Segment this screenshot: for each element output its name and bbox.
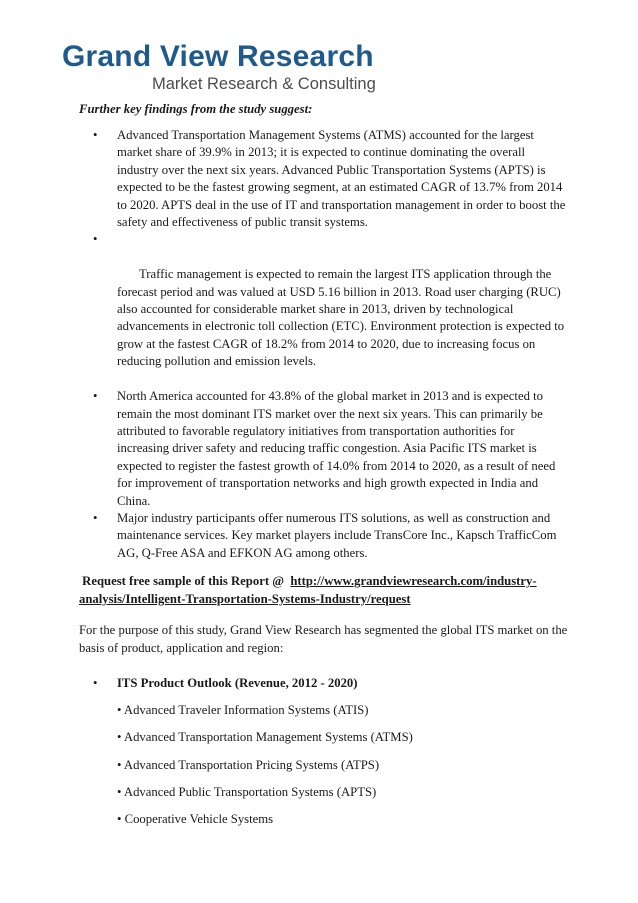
segment-item: • Cooperative Vehicle Systems	[117, 811, 274, 826]
finding-item	[79, 231, 569, 388]
request-sample-link[interactable]: http://www.grandviewresearch.com/industry-analysis/Intelligent-Transportation-Systems-Industry/request	[79, 574, 537, 607]
outlook-title: ITS Product Outlook (Revenue, 2012 - 2020)	[117, 676, 358, 691]
finding-item	[79, 388, 569, 510]
logo-subtitle: Market Research & Consulting	[152, 75, 376, 93]
product-outlook	[79, 675, 569, 692]
purpose-paragraph: For the purpose of this study, Grand View Research has segmented the global ITS market on the basis of product, application and region:	[79, 623, 568, 655]
finding-text: Advanced Transportation Management Systems (ATMS) accounted for the largest market share of 39.9% in 2013; it is expected to continue dominating the overall industry over the next six years. Advanced Public Transportation Systems (APTS) is expected to be the fastest growing segment, at an estimated CAGR of 13.7% from 2014 to 2020. APTS deal in the use of IT and transportation management in order to boost the safety and effectiveness of public transit systems.	[117, 128, 566, 230]
bullet-icon: •	[93, 128, 98, 142]
request-sample	[79, 572, 569, 608]
bullet-icon: •	[93, 232, 98, 247]
company-logo	[62, 40, 382, 96]
finding-text: North America accounted for 43.8% of the global market in 2013 and is expected to remain the most dominant ITS market over the next six years. This can primarily be attributed to favorable regulatory initiatives from transportation authorities for increasing driver safety and reducing traffic congestion. Asia Pacific ITS market is expected to register the fastest growth of 14.0% from 2014 to 2020, as a result of need for improvement of transportation networks and high growth expected in India and China.	[117, 389, 556, 508]
segment-item: • Advanced Traveler Information Systems (ATIS)	[117, 703, 369, 718]
request-label: Request free sample of this Report @	[79, 574, 288, 589]
bullet-icon: •	[93, 389, 98, 404]
finding-item	[79, 127, 569, 231]
document-body	[79, 101, 569, 838]
logo-title: Grand View Research	[62, 40, 374, 73]
finding-text: Traffic management is expected to remain the largest ITS application through the forecast period and was valued at USD 5.16 billion in 2013. Road user charging (RUC) also accounted for considerable market share in 2013, driven by technological advancements in electronic toll collection (ETC). Environment protection is expected to grow at the fastest CAGR of 18.2% from 2014 to 2020, due to increasing focus on reducing pollution and emission levels.	[117, 267, 568, 369]
finding-item	[79, 510, 569, 562]
product-segment-list	[79, 702, 569, 828]
findings-list	[79, 127, 569, 562]
segment-item: • Advanced Public Transportation Systems (APTS)	[117, 784, 377, 799]
segment-item: • Advanced Transportation Management Systems (ATMS)	[117, 730, 413, 745]
findings-heading: Further key findings from the study suggest:	[79, 102, 313, 116]
segment-item: • Advanced Transportation Pricing Systems (ATPS)	[117, 757, 380, 772]
finding-text: Major industry participants offer numerous ITS solutions, as well as construction and maintenance services. Key market players include TransCore Inc., Kapsch TrafficCom AG, Q-Free ASA and EFKON AG among others.	[117, 510, 557, 560]
bullet-icon: •	[93, 676, 98, 691]
bullet-icon: •	[93, 510, 98, 525]
